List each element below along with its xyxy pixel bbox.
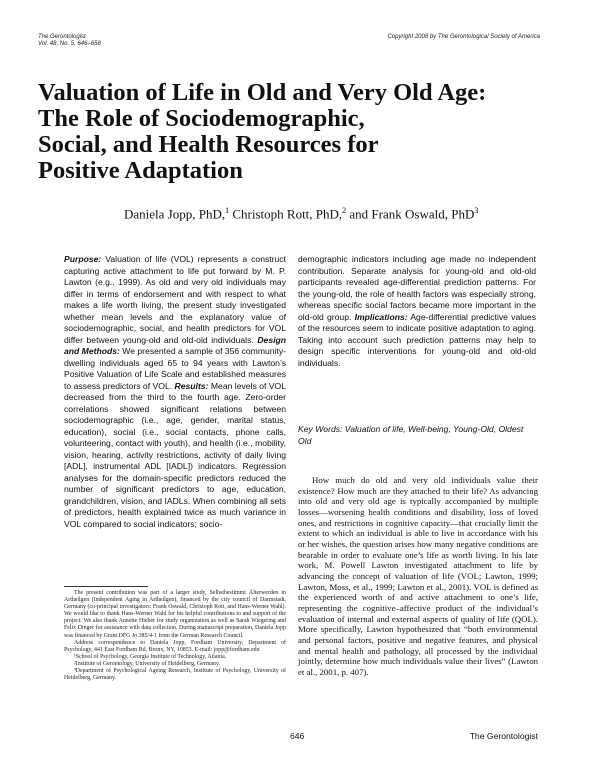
footer-journal-name: The Gerontologist [469,731,538,741]
results-text: Mean levels of VOL decreased from the third to the fourth age. Zero-order correlations showed significant relations between sociodemographic (i.e., age, gender, marital status, education), social (i.e., social contacts, phone calls, volunteering, contact with youth), and health (i.e., mobility, vision, hearing, activity restrictions, activity of daily living [ADL], instrumental ADL [IADL]) indicators. Regression analyses for the domain-specific predictors reduced the number of significant predictors to age, education, grandchildren, vision, and IADLs. When combining all sets of predictors, health explained twice as much variance in VOL compared to social indicators; socio- [64,380,286,529]
design-label: Design and Methods: [64,334,286,356]
page-number: 646 [290,731,305,741]
volume-info: Vol. 48, No. 5, 646–658 [38,41,101,47]
abstract-left-column [64,254,286,530]
affiliation-2: ²Institute of Gerontology, University of Heidelberg, Germany. [74,660,220,667]
article-title [38,80,538,184]
author-name: and Frank Oswald, PhD [346,206,475,222]
author-name: Christoph Rott, PhD, [229,206,343,222]
purpose-label: Purpose: [64,254,102,264]
copyright-notice: Copyright 2008 by The Gerontological Society of America [387,34,540,40]
title-line: Social, and Health Resources for [38,131,379,158]
affiliation-3: ³Department of Psychological Ageing Research, Institute of Psychology, University of Heidelberg, Germany. [64,668,286,682]
correspondence-note: Address correspondence to Daniela Jopp, Fordham University, Department of Psychology, 441 East Fordham Rd, Bronx, NY, 10853. E-mail: jopp@fordham.edu [64,639,286,653]
design-text: We presented a sample of 356 community-dwelling individuals aged 65 to 94 years with Lawton’s Positive Valuation of Life Scale and established measures to assess predictors of VOL. [64,346,286,391]
author-list [0,206,600,222]
abstract-right-column [298,254,536,369]
implications-text: Age-differential predictive values of the resources seem to indicate positive adaptation to aging. Taking into account such prediction patterns may help to design specific interventions for young-old and old-old individuals. [298,311,536,368]
affiliation-marker: 3 [474,206,479,215]
title-line: The Role of Sociodemographic, [38,105,365,132]
journal-name: The Gerontologist [38,34,86,40]
affiliation-marker: 2 [342,206,347,215]
affiliation-marker: 1 [225,206,230,215]
abstract-continuation: demographic indicators including age made no independent contribution. Separate analysis for young-old and old-old participants revealed age-differential prediction patterns. For the young-old, the role of health factors was especially strong, whereas specific social factors became more important in the old-old group. [298,254,536,322]
implications-label: Implications: [351,311,408,322]
body-paragraph: How much do old and very old individuals value their existence? How much are they attached to their life? As advancing into old and very old age is typically accompanied by multiple losses—worsening health conditions and disability, loss of loved ones, and restrictions in cognitive capacity—that crucially limit the extent to which an individual is able to live in accordance with his or her wishes, the question arises how many negative conditions are bearable in order to evaluate one’s life as worth living. In his late work, M. Powell Lawton investigated attachment to life by advancing the concept of valuation of life (VOL; Lawton, 1999; Lawton, Moss, et al., 1999; Lawton et al., 2001). VOL is defined as the experienced worth of and active attachment to one’s life, representing the cognitive–affective product of the individual’s evaluation of internal and external aspects of quality of life (QOL). More specifically, Lawton hypothesized that “both environmental and personal factors, positive and negative features, and physical and mental health and pathology, all processed by the individual jointly, determine how much individuals value their lives” (Lawton et al., 2001, p. 407). [298,475,538,677]
author-name: Daniela Jopp, PhD, [124,206,226,222]
funding-note: The present contribution was part of a larger study, Selbstbestimmt Älterwerden in Artheilgen (Independent Aging in Artheilgen), financed by the city council of Darmstadt, Germany (co-principal investigators: Frank Oswald, Christoph Rott, and Hans-Werner Wahl). We would like to thank Hans-Werner Wahl for his helpful contributions to and support of the project. We also thank Annette Hieber for study organization as well as Sarah Wiegering and Felix Dinger for assistance with data collection. During manuscript preparation, Daniela Jopp was financed by Grant DFG Jo 385/4-1 from the German Research Council. [64,590,286,639]
title-line: Valuation of Life in Old and Very Old Age: [38,79,487,106]
footnotes [64,590,286,682]
keywords: Key Words: Valuation of life, Well-being, Young-Old, Oldest Old [298,424,524,446]
running-header-left [38,34,101,48]
affiliation-1: ¹School of Psychology, Georgia Institute of Technology, Atlanta. [74,653,227,660]
footnote-divider [64,586,148,587]
purpose-text: Valuation of life (VOL) represents a construct capturing active attachment to life put forward by M. P. Lawton (e.g., 1999). As old and very old individuals may differ in terms of endorsement and with respect to what makes a life worth living, the present study investigated whether mean levels and the explanatory value of sociodemographic, social, and health predictors for VOL differ between young-old and old-old individuals. [64,254,286,345]
title-line: Positive Adaptation [38,157,243,184]
results-label: Results: [172,380,209,391]
